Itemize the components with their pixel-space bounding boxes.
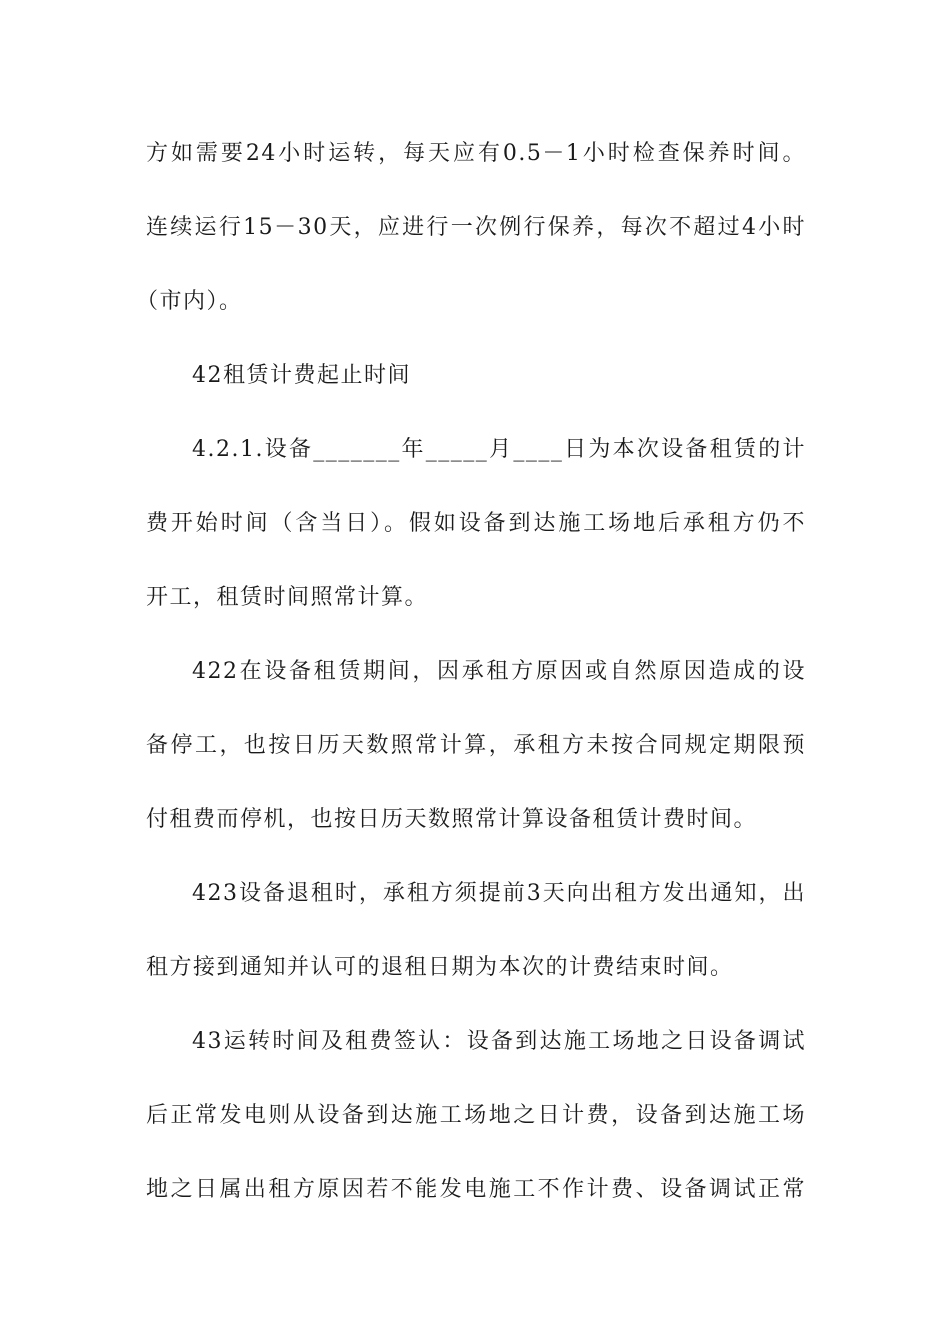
text-line: 422在设备租赁期间，因承租方原因或自然原因造成的设 (192, 659, 806, 684)
text-line: 4.2.1.设备_______年_____月____日为本次设备租赁的计 (192, 437, 806, 462)
text-line: 费开始时间（含当日）。假如设备到达施工场地后承租方仍不 (146, 511, 806, 536)
text-line: 开工，租赁时间照常计算。 (146, 585, 429, 610)
text-line: 43运转时间及租费签认：设备到达施工场地之日设备调试 (192, 1029, 806, 1054)
text-line: 租方接到通知并认可的退租日期为本次的计费结束时间。 (146, 955, 734, 980)
text-line: 连续运行15－30天，应进行一次例行保养，每次不超过4小时 (146, 215, 806, 240)
text-line: （市内）。 (136, 289, 243, 314)
text-line: 地之日属出租方原因若不能发电施工不作计费、设备调试正常 (146, 1177, 806, 1202)
text-line: 423设备退租时，承租方须提前3天向出租方发出通知，出 (192, 881, 806, 906)
text-line: 付租费而停机，也按日历天数照常计算设备租赁计费时间。 (146, 807, 758, 832)
text-line: 后正常发电则从设备到达施工场地之日计费，设备到达施工场 (146, 1103, 806, 1128)
text-line: 备停工，也按日历天数照常计算，承租方未按合同规定期限预 (146, 733, 806, 758)
section-heading: 42租赁计费起止时间 (192, 363, 411, 388)
text-line: 方如需要24小时运转，每天应有0.5－1小时检查保养时间。 (146, 141, 806, 166)
